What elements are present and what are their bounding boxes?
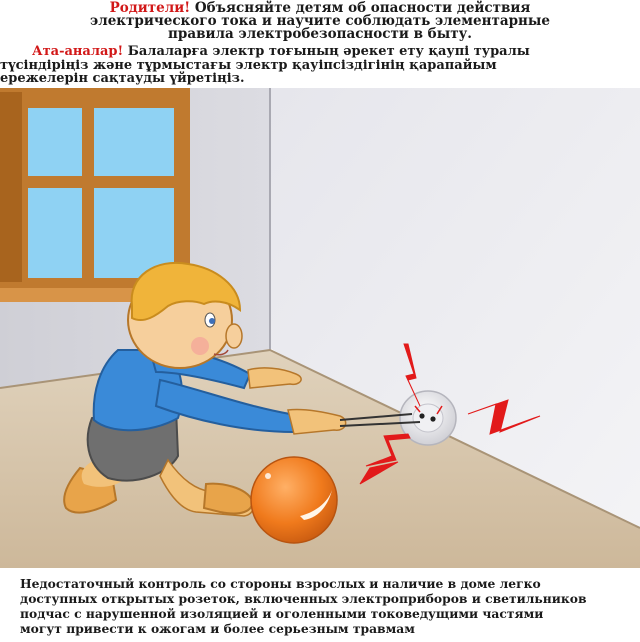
warning-ru-line3: правила электробезопасности в быту. <box>168 26 472 42</box>
footer-line1: Недостаточный контроль со стороны взрослых и наличие в доме легко <box>20 576 541 591</box>
footer-line2: доступных открытых розеток, включенных электроприборов и светильников <box>20 591 587 606</box>
illustration-canvas <box>0 88 640 568</box>
warning-kz-line1: Балаларға электр тоғының әрекет ету қаупі туралы <box>123 44 530 59</box>
illustration <box>0 88 640 568</box>
warning-kz <box>0 44 628 86</box>
warning-ru <box>0 2 640 41</box>
warning-kz-line2: түсіндіріңіз және тұрмыстағы электр қауіпсіздігінің қарапайым <box>0 57 497 73</box>
parents-label-kz: Ата-аналар! <box>32 44 124 59</box>
parents-label-ru: Родители! <box>109 0 191 16</box>
ball <box>251 457 337 543</box>
warning-ru-line1: Объясняйте детям об опасности действия <box>190 0 531 16</box>
footer-line3: подчас с нарушенной изоляцией и оголенными токоведущими частями <box>20 606 544 621</box>
footer-line4: могут привести к ожогам и более серьезным травмам <box>20 621 415 636</box>
footer-note <box>20 576 625 636</box>
footer <box>0 570 640 642</box>
warning-ru-line2: электрического тока и научите соблюдать элементарные <box>89 13 551 29</box>
header <box>0 0 640 88</box>
warning-kz-line3: ережелерін сақтауды үйретіңіз. <box>0 71 245 86</box>
